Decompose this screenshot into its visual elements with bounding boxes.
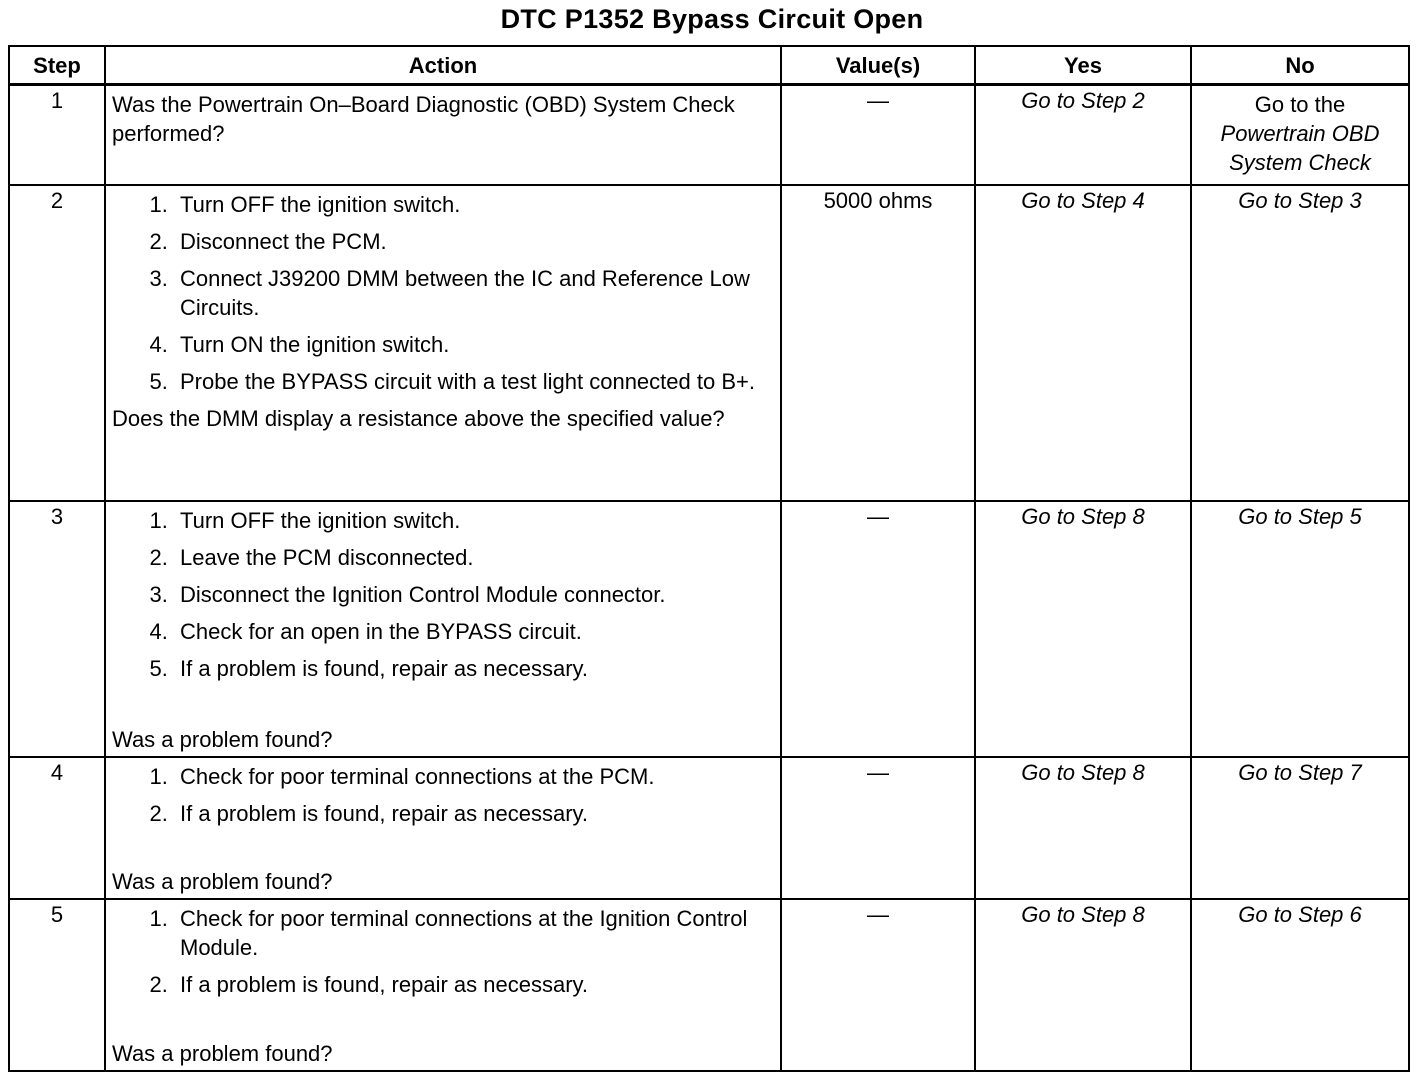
value-cell: — — [781, 899, 975, 1071]
no-reference: Powertrain OBD System Check — [1220, 121, 1380, 175]
action-steps — [112, 904, 774, 999]
action-steps — [112, 506, 774, 683]
action-step-item: 2. Leave the PCM disconnected. — [174, 543, 774, 572]
action-step-item: 1. Check for poor terminal connections at the Ignition Control Module. — [174, 904, 774, 962]
value-cell: — — [781, 757, 975, 899]
action-step-item: 1. Turn OFF the ignition switch. — [174, 190, 774, 219]
action-step-item: 5. If a problem is found, repair as necessary. — [174, 654, 774, 683]
step-number: 1 — [9, 85, 105, 185]
action-step-item: 2. Disconnect the PCM. — [174, 227, 774, 256]
diagnostic-table — [8, 45, 1410, 1072]
value-cell: — — [781, 85, 975, 185]
action-question: Was a problem found? — [112, 1040, 333, 1066]
action-step-item: 4. Turn ON the ignition switch. — [174, 330, 774, 359]
yes-cell: Go to Step 8 — [975, 501, 1191, 757]
action-question: Was a problem found? — [112, 726, 333, 752]
table-row — [9, 185, 1409, 501]
header-no: No — [1191, 46, 1409, 85]
action-cell — [105, 85, 781, 185]
action-cell — [105, 501, 781, 757]
action-step-item: 3. Disconnect the Ignition Control Module connector. — [174, 580, 774, 609]
action-step-item: 3. Connect J39200 DMM between the IC and Reference Low Circuits. — [174, 264, 774, 322]
no-cell: Go to Step 5 — [1191, 501, 1409, 757]
header-yes: Yes — [975, 46, 1191, 85]
step-number: 5 — [9, 899, 105, 1071]
action-question: Was the Powertrain On–Board Diagnostic (OBD) System Check performed? — [112, 92, 735, 146]
step-number: 2 — [9, 185, 105, 501]
step-number: 3 — [9, 501, 105, 757]
action-cell — [105, 899, 781, 1071]
action-step-item: 4. Check for an open in the BYPASS circuit. — [174, 617, 774, 646]
action-cell — [105, 185, 781, 501]
no-cell — [1191, 85, 1409, 185]
yes-cell: Go to Step 4 — [975, 185, 1191, 501]
value-cell: 5000 ohms — [781, 185, 975, 501]
no-cell: Go to Step 7 — [1191, 757, 1409, 899]
action-cell — [105, 757, 781, 899]
action-step-item: 5. Probe the BYPASS circuit with a test light connected to B+. — [174, 367, 774, 396]
table-row — [9, 501, 1409, 757]
header-row — [9, 46, 1409, 85]
value-cell: — — [781, 501, 975, 757]
yes-cell: Go to Step 8 — [975, 757, 1191, 899]
no-prefix: Go to the — [1254, 92, 1346, 117]
table-row — [9, 757, 1409, 899]
table-row — [9, 85, 1409, 185]
table-row — [9, 899, 1409, 1071]
page-title: DTC P1352 Bypass Circuit Open — [500, 4, 924, 34]
action-step-item: 2. If a problem is found, repair as necessary. — [174, 970, 774, 999]
no-cell: Go to Step 3 — [1191, 185, 1409, 501]
action-steps — [112, 762, 774, 828]
step-number: 4 — [9, 757, 105, 899]
action-step-item: 2. If a problem is found, repair as necessary. — [174, 799, 774, 828]
yes-cell: Go to Step 2 — [975, 85, 1191, 185]
action-question: Was a problem found? — [112, 868, 333, 894]
action-question: Does the DMM display a resistance above the specified value? — [112, 405, 725, 431]
header-values: Value(s) — [781, 46, 975, 85]
action-steps — [112, 190, 774, 396]
action-step-item: 1. Check for poor terminal connections at the PCM. — [174, 762, 774, 791]
yes-cell: Go to Step 8 — [975, 899, 1191, 1071]
action-step-item: 1. Turn OFF the ignition switch. — [174, 506, 774, 535]
header-action: Action — [105, 46, 781, 85]
no-cell: Go to Step 6 — [1191, 899, 1409, 1071]
header-step: Step — [9, 46, 105, 85]
